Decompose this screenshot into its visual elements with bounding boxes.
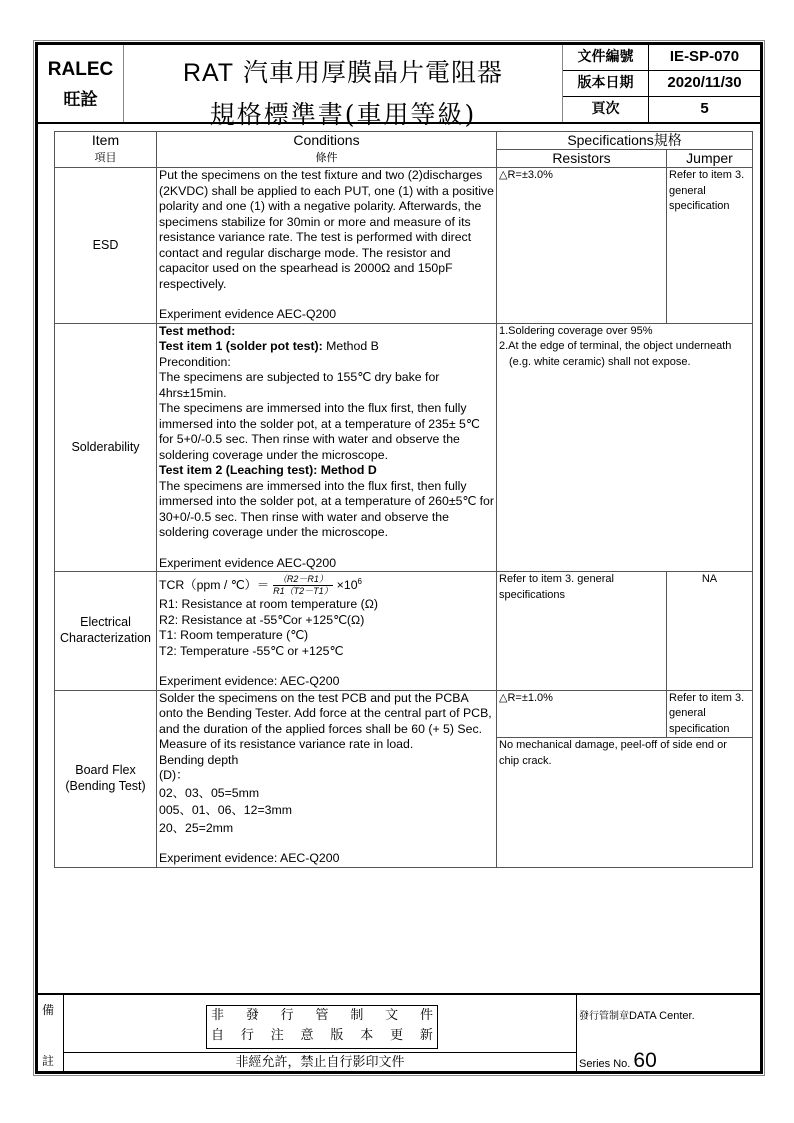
- conditions-esd: [157, 168, 497, 324]
- spec-resistors-electrical: Refer to item 3. general specifications: [497, 572, 667, 691]
- bending-depth-value: 005、01、06、12=3mm: [159, 803, 292, 818]
- copy-notice: 非經允許，禁止自行影印文件: [64, 1052, 576, 1073]
- tcr-formula: [159, 574, 494, 597]
- series-label: Series No.: [579, 1058, 634, 1070]
- document-header: [38, 45, 760, 129]
- definition-r1: R1: Resistance at room temperature (Ω): [159, 597, 379, 612]
- title-prefix: RAT: [182, 59, 235, 87]
- definition-t1: T1: Room temperature (℃): [159, 628, 309, 643]
- uncontrolled-stamp: [206, 1005, 438, 1049]
- spec-line: 2.At the edge of terminal, the object underneath: [499, 340, 732, 352]
- item-solderability: Solderability: [55, 323, 157, 572]
- stamp-char: 自: [211, 1028, 225, 1043]
- stamp-char: 非: [211, 1008, 225, 1023]
- experiment-evidence: Experiment evidence AEC-Q200: [159, 555, 337, 570]
- meta-value: 5: [700, 100, 709, 117]
- conditions-text: Put the specimens on the test fixture and two (2)discharges (2KVDC) shall be applied to each PUT, one (1) with a positive polarity and one (1) with a negative polarity. Afterwards, the specimens stabilize for 30min or more and measure of its resistance variance rate. The test is performed with direct contact and regular discharge mode. The resistor and capacitor used on the spearhead is 2000Ω and 150pF respectively.: [159, 168, 494, 291]
- test-item-1-text: The specimens are immersed into the flux first, then fully immersed into the solder pot, at a temperature of 235± 5℃ for 5+0/-0.5 sec. Then rinse with water and observe the soldering coverage under the microscope.: [159, 401, 480, 462]
- stamp-char: 版: [330, 1028, 344, 1043]
- col-header-item-zh: 項目: [55, 150, 157, 168]
- meta-value: IE-SP-070: [669, 48, 740, 65]
- stamp-line-1: [207, 1006, 437, 1026]
- bending-depth-value: 20、25=2mm: [159, 820, 234, 835]
- meta-label: 頁次: [563, 97, 649, 122]
- meta-page: [563, 97, 760, 122]
- table-row-electrical: [55, 572, 753, 691]
- col-header-item: Item: [55, 132, 157, 150]
- spec-jumper-esd: Refer to item 3. general specification: [667, 168, 753, 324]
- company-name-zh: 旺詮: [63, 90, 98, 110]
- table-row-board-flex: [55, 690, 753, 738]
- spec-table: [54, 131, 753, 868]
- control-info: [577, 995, 760, 1073]
- series-value: 60: [633, 1049, 657, 1072]
- bending-depth-value: 02、03、05=5mm: [159, 785, 260, 800]
- conditions-board-flex: [157, 690, 497, 867]
- meta-version-date: [563, 71, 760, 97]
- dc-label-zh: 發行管制章: [579, 1011, 629, 1022]
- tcr-fraction: [273, 574, 333, 597]
- stamp-char: 本: [360, 1028, 374, 1043]
- conditions-text: Solder the specimens on the test PCB and put the PCBA onto the Bending Tester. Add force at the central part of PCB, and the duration of the applied forces shall be 60 (+ 5) Sec. Measure of its resistance variance rate in load.: [159, 690, 492, 752]
- stamp-char: 制: [350, 1008, 364, 1023]
- col-header-specifications: Specifications規格: [497, 132, 753, 150]
- tcr-multiplier: ×10: [336, 578, 358, 593]
- table-row-solderability: [55, 323, 753, 572]
- spec-common-board-flex: No mechanical damage, peel-off of side end or chip crack.: [497, 738, 753, 868]
- company-logo: [38, 45, 124, 122]
- spec-jumper-electrical: NA: [667, 572, 753, 691]
- stamp-char: 管: [315, 1008, 329, 1023]
- remarks-char-bottom: 註: [42, 1054, 55, 1068]
- stamp-char: 意: [300, 1028, 314, 1043]
- precondition-label: Precondition:: [159, 354, 231, 369]
- experiment-evidence: Experiment evidence: AEC-Q200: [159, 674, 340, 689]
- spec-resistors-esd: △R=±3.0%: [497, 168, 667, 324]
- spec-resistors-board-flex: △R=±1.0%: [497, 690, 667, 738]
- tcr-denominator: R1（T2－T1）: [273, 586, 333, 597]
- test-item-2-label: Test item 2 (Leaching test): Method D: [159, 463, 377, 477]
- spec-jumper-board-flex: Refer to item 3. general specification: [667, 690, 753, 738]
- remarks-label: [38, 995, 64, 1073]
- spec-solderability: [497, 323, 753, 572]
- precondition-text: The specimens are subjected to 155℃ dry bake for 4hrs±15min.: [159, 370, 440, 400]
- experiment-evidence: Experiment evidence: AEC-Q200: [159, 851, 340, 866]
- item-board-flex: Board Flex (Bending Test): [55, 690, 157, 867]
- stamp-char: 發: [245, 1008, 259, 1023]
- bending-depth-d: (D)：: [159, 768, 189, 783]
- stamp-char: 件: [419, 1008, 433, 1023]
- header-row-1: [55, 132, 753, 150]
- title-line1: 汽車用厚膜晶片電阻器: [234, 58, 504, 87]
- data-center-stamp: [579, 1007, 695, 1022]
- document-frame: [35, 42, 763, 1074]
- company-name-en: RALEC: [47, 59, 114, 80]
- item-esd: ESD: [55, 168, 157, 324]
- stamp-char: 文: [385, 1008, 399, 1023]
- bending-depth-label: Bending depth: [159, 752, 239, 767]
- conditions-solderability: [157, 323, 497, 572]
- series-number: [579, 1049, 657, 1073]
- header-row-2: [55, 150, 753, 168]
- table-row-esd: [55, 168, 753, 324]
- meta-label: 版本日期: [563, 71, 649, 96]
- conditions-electrical: [157, 572, 497, 691]
- stamp-line-2: [207, 1026, 437, 1046]
- remarks-char-top: 備: [42, 1003, 55, 1017]
- stamp-char: 注: [270, 1028, 284, 1043]
- meta-label: 文件編號: [563, 45, 649, 70]
- col-header-conditions: Conditions: [157, 132, 497, 150]
- tcr-prefix: TCR（ppm / ℃）＝: [159, 578, 270, 593]
- test-item-1-method: Method B: [322, 339, 379, 353]
- stamp-char: 行: [280, 1008, 294, 1023]
- spec-line: (e.g. white ceramic) shall not expose.: [509, 355, 691, 368]
- document-footer: [38, 993, 760, 1073]
- meta-doc-number: [563, 45, 760, 71]
- col-header-jumper: Jumper: [667, 150, 753, 168]
- col-header-resistors: Resistors: [497, 150, 667, 168]
- document-meta: [563, 45, 760, 122]
- tcr-numerator: （R2－R1）: [273, 574, 333, 586]
- stamp-char: 行: [240, 1028, 254, 1043]
- spec-line: 1.Soldering coverage over 95%: [499, 324, 653, 337]
- test-item-2-text: The specimens are immersed into the flux first, then fully immersed into the solder pot, at a temperature of 260±5℃ for 30+0/-0.5 sec. Then rinse with water and observe the soldering coverage under the microscope.: [159, 478, 494, 539]
- test-method-label: Test method:: [159, 323, 236, 338]
- stamp-char: 新: [419, 1028, 433, 1043]
- stamp-char: 更: [390, 1028, 404, 1043]
- definition-t2: T2: Temperature -55℃ or +125℃: [159, 643, 344, 658]
- col-header-conditions-zh: 條件: [157, 150, 497, 168]
- experiment-evidence: Experiment evidence AEC-Q200: [159, 307, 337, 321]
- test-item-1-label: Test item 1 (solder pot test):: [159, 339, 323, 353]
- document-title: [124, 45, 563, 129]
- title-line2: 規格標準書(車用等級): [209, 100, 477, 129]
- tcr-exponent: 6: [357, 577, 362, 586]
- item-electrical: Electrical Characterization: [55, 572, 157, 691]
- dc-label-en: DATA Center.: [629, 1010, 695, 1022]
- definition-r2: R2: Resistance at -55℃or +125℃(Ω): [159, 612, 365, 627]
- remarks-body: [64, 995, 577, 1073]
- meta-value: 2020/11/30: [667, 74, 742, 91]
